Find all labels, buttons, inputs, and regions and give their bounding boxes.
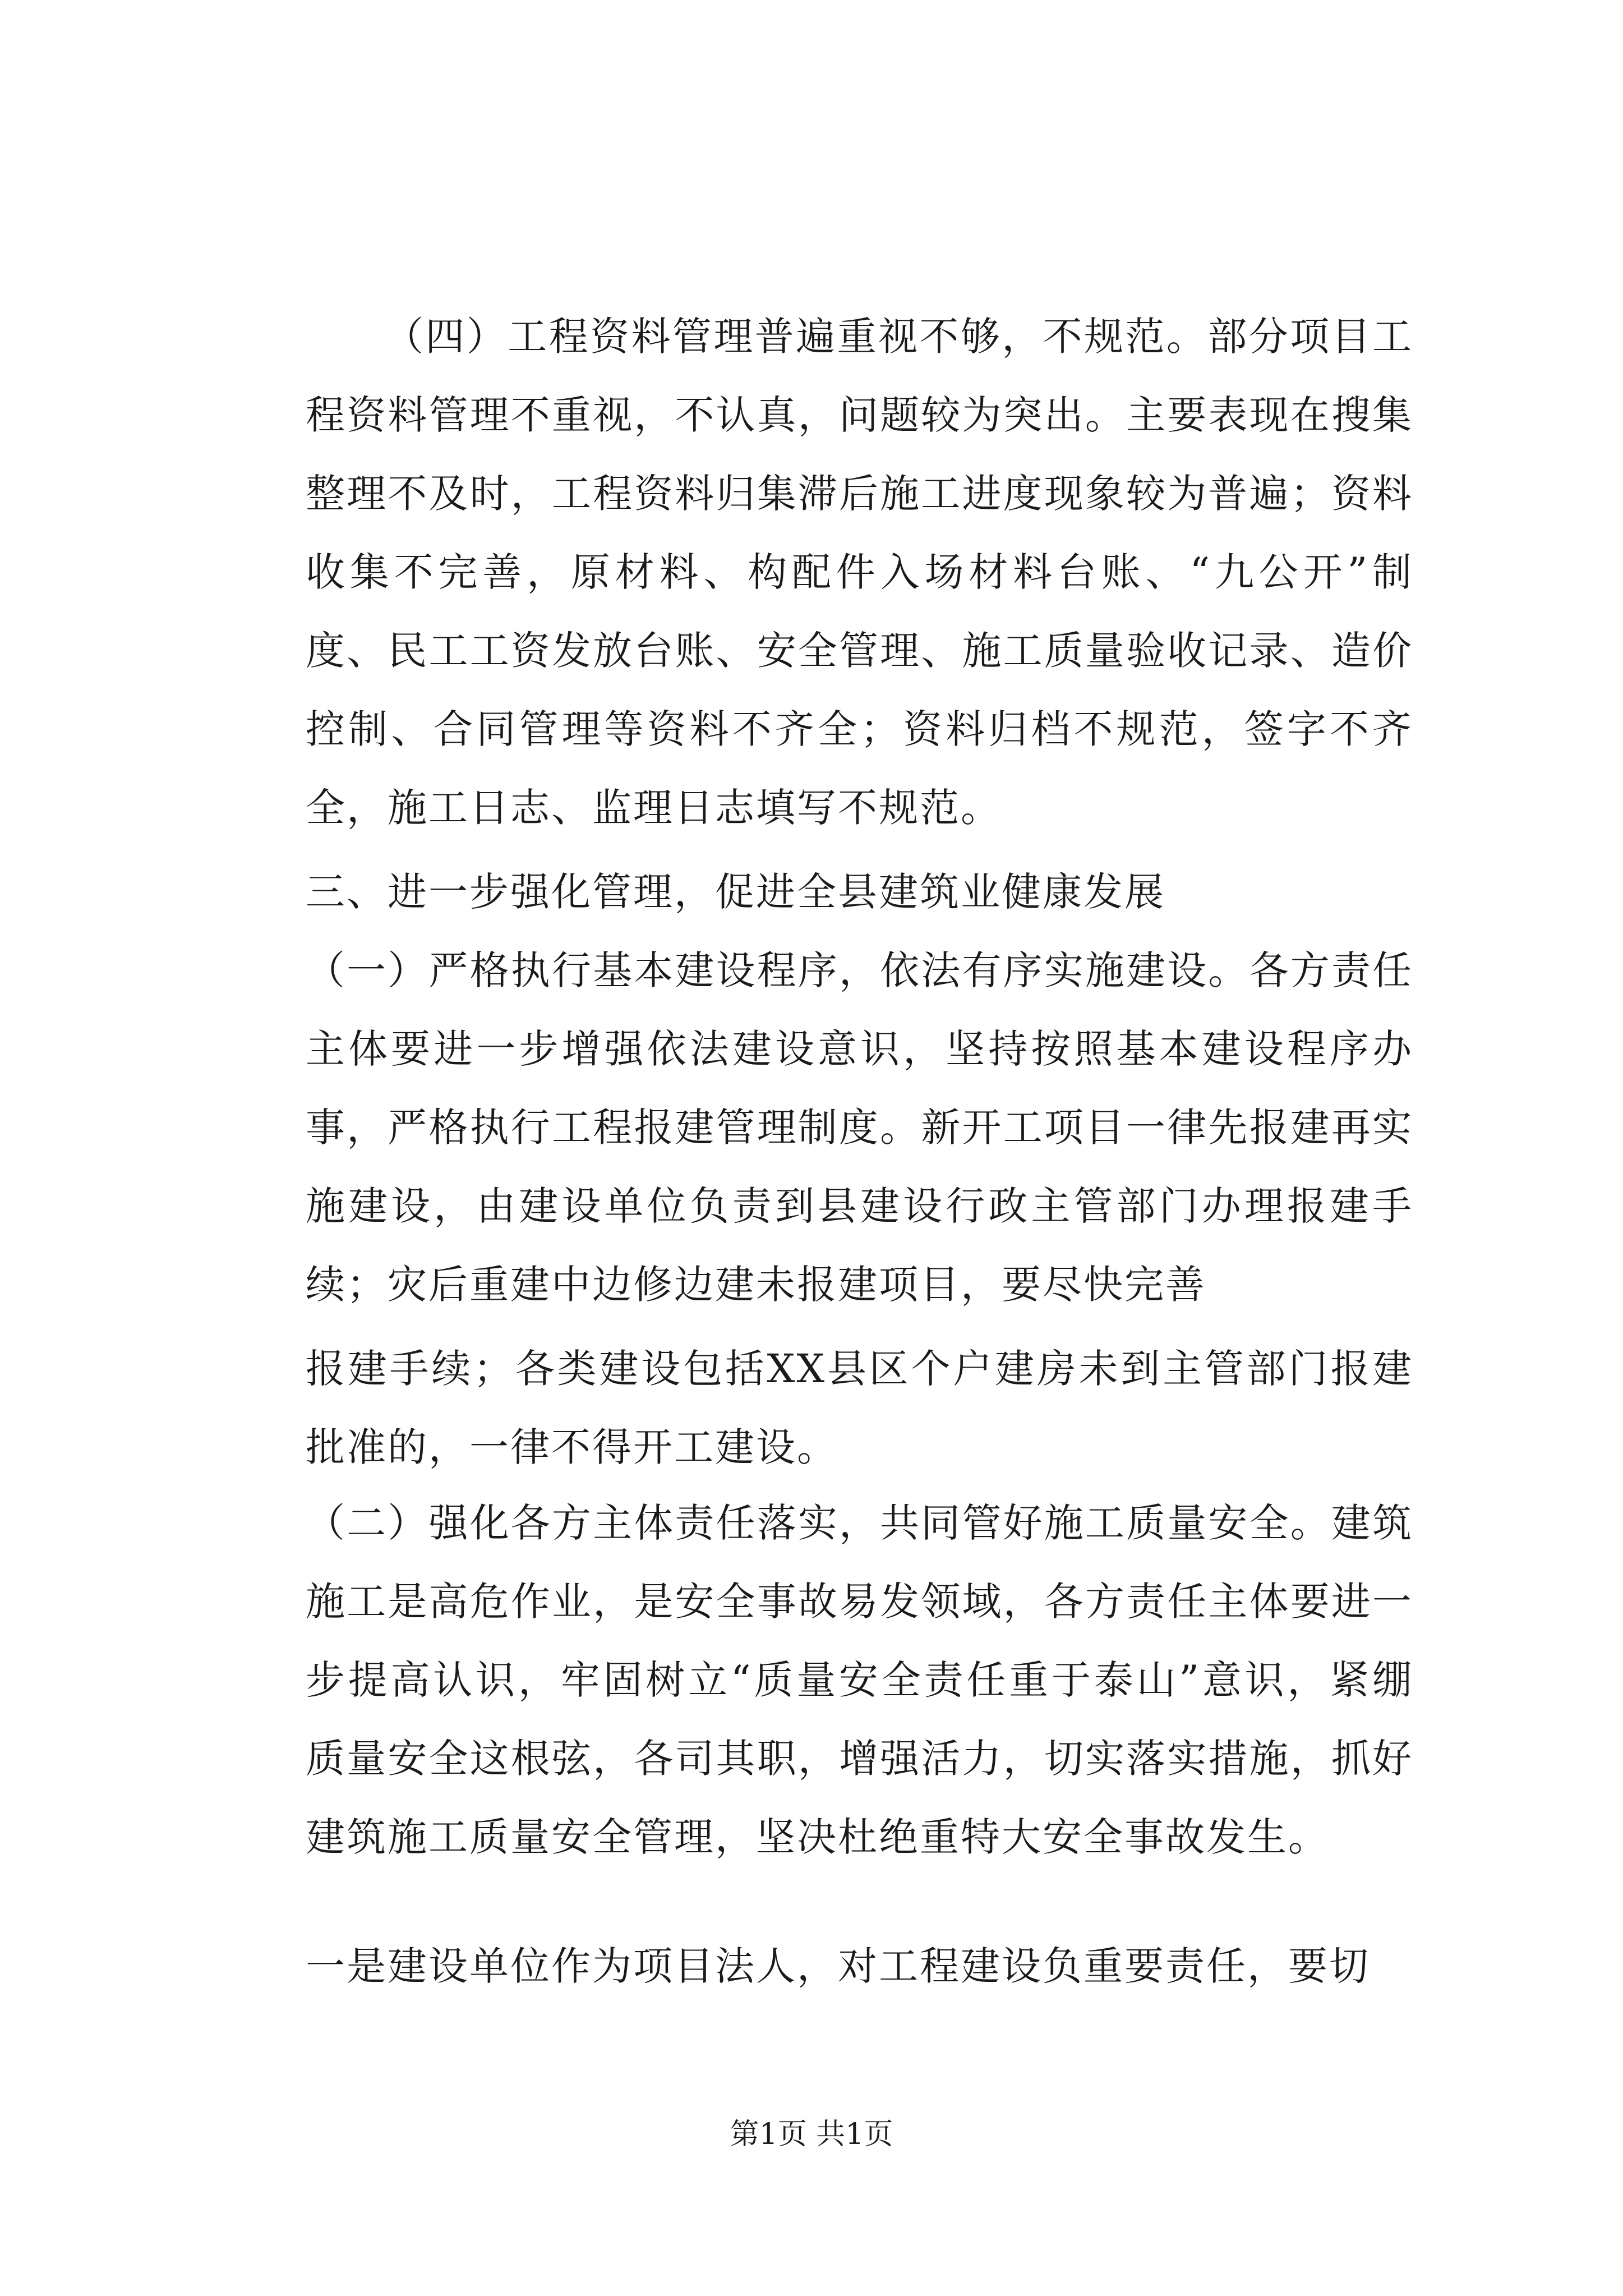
paragraph-item-one: 一是建设单位作为项目法人，对工程建设负重要责任，要切 bbox=[306, 1943, 1370, 1989]
page-footer: 第1页 共1页 bbox=[730, 2118, 893, 2151]
paragraph-1-procedure: （一）严格执行基本建设程序，依法有序实施建设。各方责任主体要进一步增强依法建设意识，坚持按照基本建设程序办事，严格执行工程报建管理制度。新开工项目一律先报建再实施建设，由建设单位负责到县建设行政主管部门办理报建手续；灾后重建中边修边建未报建项目，要尽快完善 bbox=[306, 947, 1413, 1308]
paragraph-4-materials: （四）工程资料管理普遍重视不够，不规范。部分项目工程资料管理不重视，不认真，问题较为突出。主要表现在搜集整理不及时，工程资料归集滞后施工进度现象较为普遍；资料收集不完善，原材料、构配件入场材料台账、“九公开”制度、民工工资发放台账、安全管理、施工质量验收记录、造价控制、合同管理等资料不齐全；资料归档不规范，签字不齐全，施工日志、监理日志填写不规范。 bbox=[306, 314, 1413, 831]
paragraph-2-responsibility: （二）强化各方主体责任落实，共同管好施工质量安全。建筑施工是高危作业，是安全事故易发领域，各方责任主体要进一步提高认识，牢固树立“质量安全责任重于泰山”意识，紧绷质量安全这根弦，各司其职，增强活力，切实落实措施，抓好建筑施工质量安全管理，坚决杜绝重特大安全事故发生。 bbox=[306, 1500, 1413, 1860]
paragraph-continuation: 报建手续；各类建设包括XX县区个户建房未到主管部门报建批准的，一律不得开工建设。 bbox=[306, 1346, 1413, 1470]
section-3-heading: 三、进一步强化管理，促进全县建筑业健康发展 bbox=[306, 869, 1165, 915]
